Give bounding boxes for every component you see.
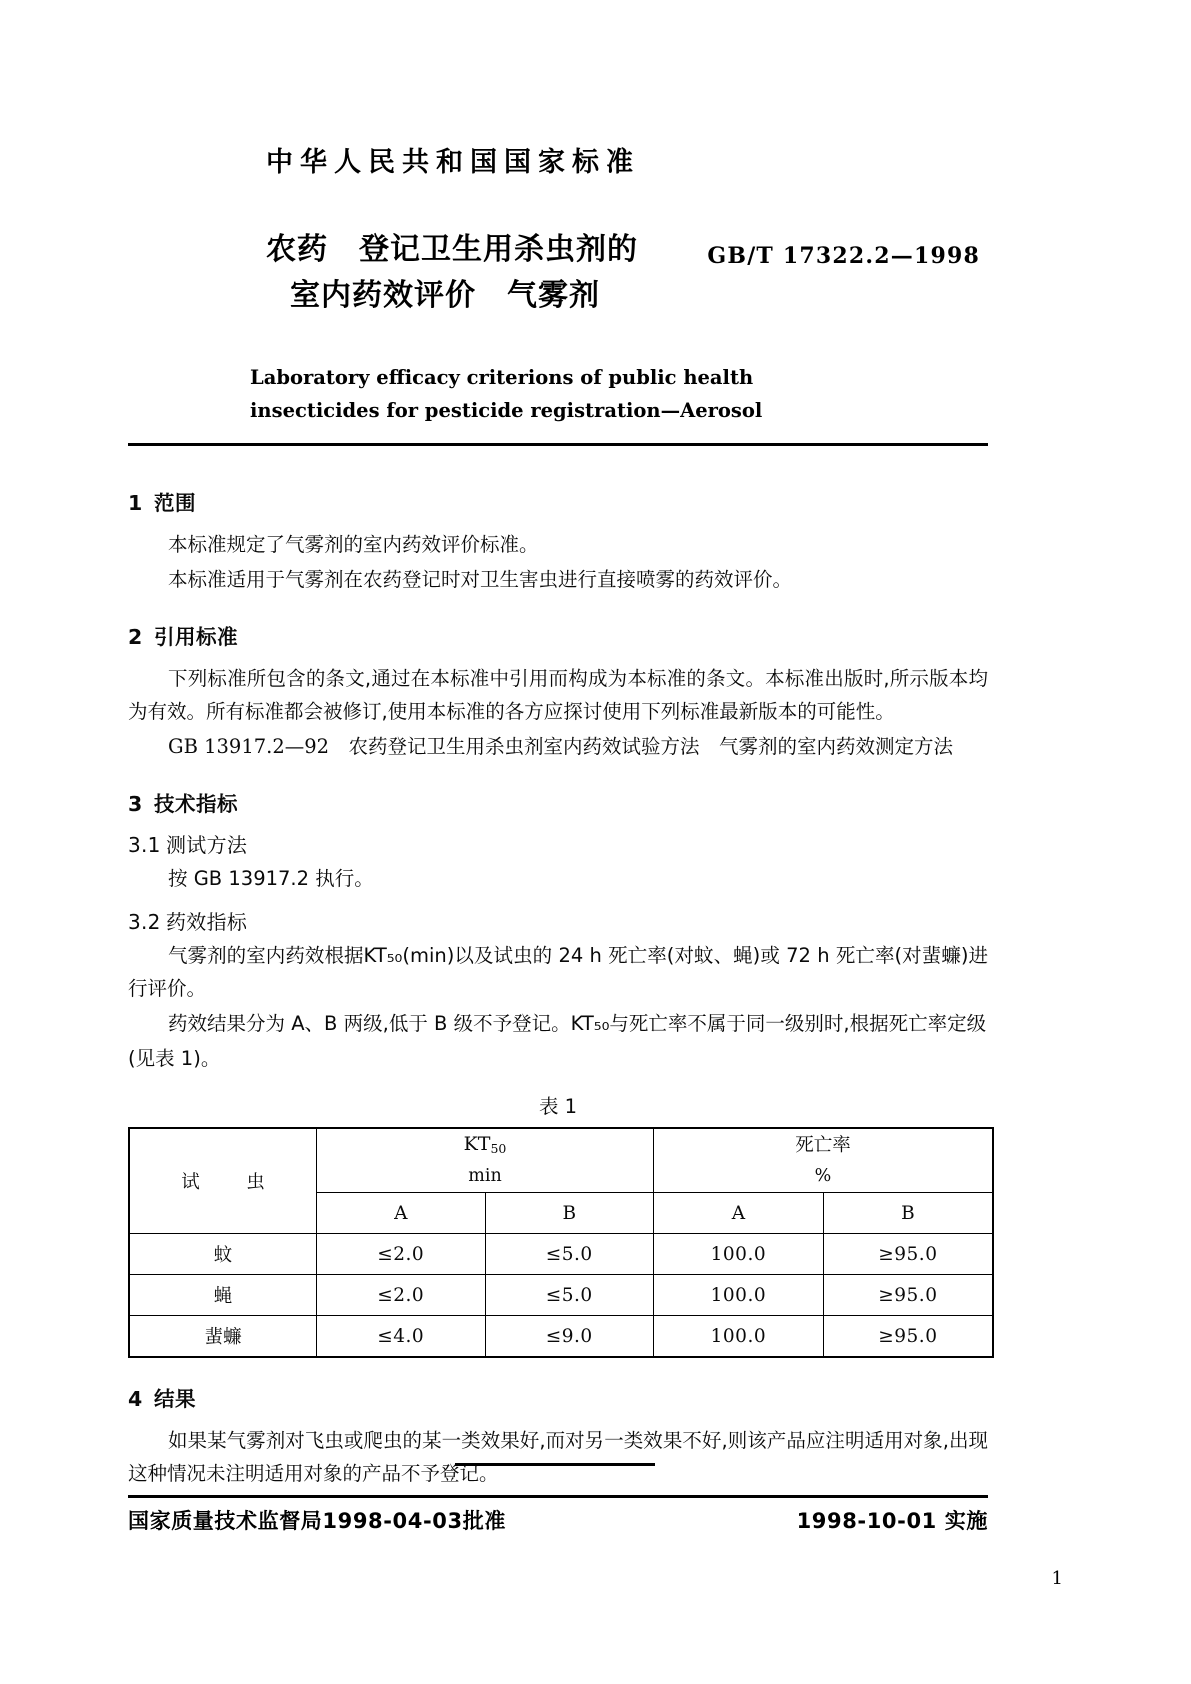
english-title-line-2: insecticides for pesticide registration—Aerosol (250, 399, 763, 422)
section-heading-3 (128, 787, 988, 817)
table-cell-mortality-b: ≥95.0 (823, 1275, 993, 1316)
referenced-standard-entry: GB 13917.2—92 农药登记卫生用杀虫剂室内药效试验方法 气雾剂的室内药效测定方法 (168, 735, 954, 758)
footer-short-rule (455, 1463, 655, 1466)
subsection-3-1-paragraph: 按 GB 13917.2 执行。 (168, 867, 374, 890)
page-number: 1 (1051, 1568, 1063, 1589)
table-header-kt50-group (317, 1128, 654, 1193)
table-cell-mortality-a: 100.0 (654, 1275, 824, 1316)
section-1-paragraph-2: 本标准适用于气雾剂在农药登记时对卫生害虫进行直接喷雾的药效评价。 (168, 568, 793, 591)
section-heading-2 (128, 620, 988, 650)
table-cell-kt50-b: ≤5.0 (485, 1275, 654, 1316)
kt50-symbol: KT (463, 1133, 491, 1155)
section-heading-1 (128, 486, 988, 516)
table-subheader-kt50-a: A (317, 1193, 486, 1234)
table-cell-mortality-a: 100.0 (654, 1316, 824, 1358)
table-cell-kt50-a: ≤2.0 (317, 1234, 486, 1275)
table-cell-mortality-b: ≥95.0 (823, 1316, 993, 1358)
cover-block (128, 140, 988, 427)
kt50-unit: min (468, 1166, 502, 1186)
section-number-4: 4 (128, 1387, 143, 1411)
subsection-3-2-paragraph-2: 药效结果分为 A、B 两级,低于 B 级不予登记。KT₅₀与死亡率不属于同一级别时,根据死亡率定级 (168, 1012, 987, 1035)
table-row (129, 1234, 993, 1275)
section-4-paragraph-1: 如果某气雾剂对飞虫或爬虫的某一类效果好,而对另一类效果不好,则该产品应注明适用对象,出现这种情况未注明适用对象的产品不予登记。 (128, 1429, 988, 1485)
section-number-2: 2 (128, 625, 143, 649)
table-cell-kt50-b: ≤9.0 (485, 1316, 654, 1358)
table-subheader-mortality-b: B (823, 1193, 993, 1234)
section-2-paragraph-1: 下列标准所包含的条文,通过在本标准中引用而构成为本标准的条文。本标准出版时,所示版本均为有效。所有标准都会被修订,使用本标准的各方应探讨使用下列标准最新版本的可能性。 (128, 667, 988, 723)
table-caption: 表 1 (538, 1095, 578, 1118)
english-title-line-1: Laboratory efficacy criterions of public health (250, 366, 754, 389)
subsection-number-3-1: 3.1 (128, 833, 161, 857)
section-number-1: 1 (128, 491, 143, 515)
table-cell-mortality-a: 100.0 (654, 1234, 824, 1275)
standard-number: GB/T 17322.2—1998 (707, 243, 980, 269)
table-row (129, 1275, 993, 1316)
english-title (250, 361, 810, 427)
chinese-title-line-2: 室内药效评价 气雾剂 (290, 278, 600, 313)
section-heading-4 (128, 1382, 988, 1412)
kt50-label (317, 1129, 653, 1161)
table-row (129, 1316, 993, 1358)
chinese-title-line-1: 农药 登记卫生用杀虫剂的 (266, 232, 638, 267)
footer-divider-rule (128, 1495, 988, 1498)
subsection-number-3-2: 3.2 (128, 910, 161, 934)
section-number-3: 3 (128, 792, 143, 816)
table-cell-kt50-b: ≤5.0 (485, 1234, 654, 1275)
section-1-paragraph-1: 本标准规定了气雾剂的室内药效评价标准。 (168, 533, 539, 556)
page-footer (128, 1505, 988, 1535)
subsection-heading-3-1 (128, 829, 988, 858)
table-cell-insect: 蜚蠊 (129, 1316, 317, 1358)
national-standard-banner: 中华人民共和国国家标准 (266, 147, 640, 178)
header-divider-rule (128, 443, 988, 446)
table-header-insect: 试 虫 (129, 1128, 317, 1234)
table-cell-kt50-a: ≤2.0 (317, 1275, 486, 1316)
table-subheader-mortality-a: A (654, 1193, 824, 1234)
chinese-title (266, 227, 766, 319)
subsection-title-3-2: 药效指标 (166, 910, 248, 934)
table-cell-mortality-b: ≥95.0 (823, 1234, 993, 1275)
mortality-unit: % (814, 1165, 832, 1186)
subsection-title-3-1: 测试方法 (166, 833, 248, 857)
implementation-date: 1998-10-01 实施 (796, 1509, 988, 1533)
subsection-heading-3-2 (128, 906, 988, 935)
table-cell-kt50-a: ≤4.0 (317, 1316, 486, 1358)
section-title-2: 引用标准 (154, 625, 238, 649)
approval-authority-and-date: 国家质量技术监督局1998-04-03批准 (128, 1509, 506, 1533)
mortality-label: 死亡率 (795, 1134, 851, 1156)
document-body (128, 478, 988, 1492)
efficacy-criteria-table (128, 1127, 994, 1358)
section-title-3: 技术指标 (154, 792, 238, 816)
table-cell-insect: 蚊 (129, 1234, 317, 1275)
table-header-row-group (129, 1128, 993, 1193)
table-subheader-kt50-b: B (485, 1193, 654, 1234)
title-block (128, 227, 988, 339)
table-header-mortality-group (654, 1128, 994, 1193)
section-title-1: 范围 (154, 491, 196, 515)
table-cell-insect: 蝇 (129, 1275, 317, 1316)
subsection-3-2-paragraph-1: 气雾剂的室内药效根据KT₅₀(min)以及试虫的 24 h 死亡率(对蚊、蝇)或 72 h 死亡率(对蜚蠊)进行评价。 (128, 944, 988, 1000)
section-title-4: 结果 (154, 1387, 196, 1411)
subsection-3-2-paragraph-3: (见表 1)。 (128, 1047, 221, 1070)
kt50-subscript: 50 (490, 1141, 507, 1156)
